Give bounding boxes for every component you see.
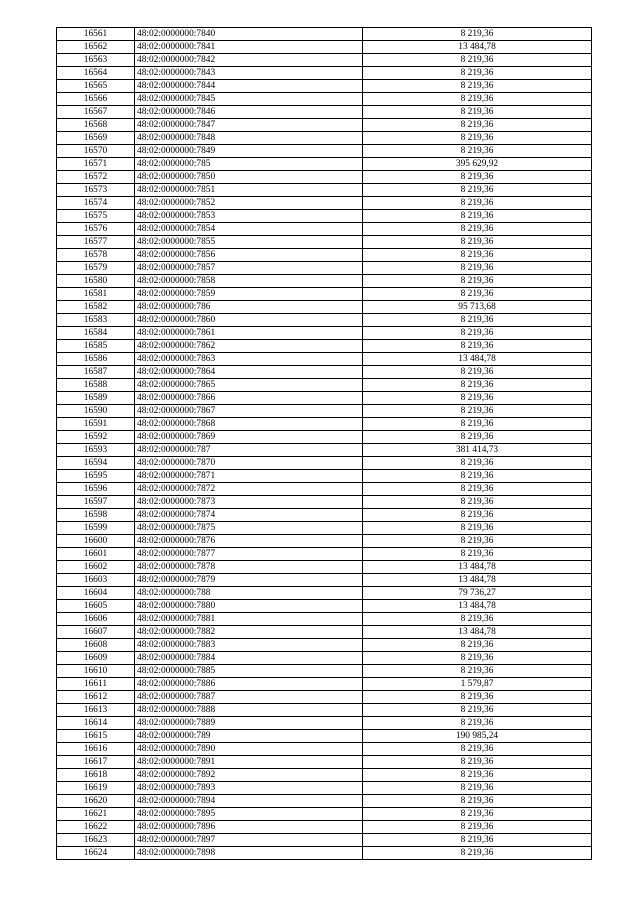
table-row <box>57 54 592 67</box>
table-row <box>57 483 592 496</box>
row-number-cell: 16581 <box>57 288 135 301</box>
row-number-cell: 16577 <box>57 236 135 249</box>
table-row <box>57 717 592 730</box>
table-row <box>57 405 592 418</box>
value-cell: 8 219,36 <box>363 639 592 652</box>
cadastral-number-cell: 48:02:0000000:789 <box>135 730 363 743</box>
cadastral-number-cell: 48:02:0000000:7898 <box>135 847 363 860</box>
cadastral-number-cell: 48:02:0000000:7847 <box>135 119 363 132</box>
cadastral-number-cell: 48:02:0000000:7867 <box>135 405 363 418</box>
table-row <box>57 353 592 366</box>
value-cell: 8 219,36 <box>363 535 592 548</box>
value-cell: 8 219,36 <box>363 483 592 496</box>
cadastral-number-cell: 48:02:0000000:7840 <box>135 28 363 41</box>
table-row <box>57 782 592 795</box>
row-number-cell: 16593 <box>57 444 135 457</box>
row-number-cell: 16622 <box>57 821 135 834</box>
table-row <box>57 535 592 548</box>
value-cell: 95 713,68 <box>363 301 592 314</box>
table-row <box>57 470 592 483</box>
value-cell: 13 484,78 <box>363 561 592 574</box>
row-number-cell: 16623 <box>57 834 135 847</box>
cadastral-number-cell: 48:02:0000000:7889 <box>135 717 363 730</box>
cadastral-number-cell: 48:02:0000000:7865 <box>135 379 363 392</box>
cadastral-number-cell: 48:02:0000000:7897 <box>135 834 363 847</box>
row-number-cell: 16585 <box>57 340 135 353</box>
row-number-cell: 16586 <box>57 353 135 366</box>
row-number-cell: 16592 <box>57 431 135 444</box>
table-row <box>57 132 592 145</box>
value-cell: 8 219,36 <box>363 847 592 860</box>
table-row <box>57 327 592 340</box>
row-number-cell: 16582 <box>57 301 135 314</box>
table-row <box>57 561 592 574</box>
value-cell: 13 484,78 <box>363 600 592 613</box>
row-number-cell: 16561 <box>57 28 135 41</box>
table-row <box>57 275 592 288</box>
table-row <box>57 626 592 639</box>
value-cell: 8 219,36 <box>363 379 592 392</box>
value-cell: 8 219,36 <box>363 132 592 145</box>
table-row <box>57 743 592 756</box>
row-number-cell: 16583 <box>57 314 135 327</box>
table-row <box>57 236 592 249</box>
row-number-cell: 16579 <box>57 262 135 275</box>
value-cell: 8 219,36 <box>363 795 592 808</box>
value-cell: 8 219,36 <box>363 756 592 769</box>
table-row <box>57 93 592 106</box>
cadastral-number-cell: 48:02:0000000:7896 <box>135 821 363 834</box>
table-row <box>57 665 592 678</box>
cadastral-number-cell: 48:02:0000000:786 <box>135 301 363 314</box>
row-number-cell: 16620 <box>57 795 135 808</box>
cadastral-number-cell: 48:02:0000000:7846 <box>135 106 363 119</box>
value-cell: 8 219,36 <box>363 340 592 353</box>
row-number-cell: 16584 <box>57 327 135 340</box>
cadastral-number-cell: 48:02:0000000:7869 <box>135 431 363 444</box>
table-body <box>57 28 592 860</box>
row-number-cell: 16611 <box>57 678 135 691</box>
table-row <box>57 613 592 626</box>
value-cell: 8 219,36 <box>363 145 592 158</box>
row-number-cell: 16624 <box>57 847 135 860</box>
cadastral-number-cell: 48:02:0000000:7854 <box>135 223 363 236</box>
cadastral-number-cell: 48:02:0000000:7874 <box>135 509 363 522</box>
cadastral-number-cell: 48:02:0000000:7883 <box>135 639 363 652</box>
table-row <box>57 171 592 184</box>
table-row <box>57 249 592 262</box>
table-row <box>57 522 592 535</box>
cadastral-number-cell: 48:02:0000000:7888 <box>135 704 363 717</box>
table-row <box>57 379 592 392</box>
cadastral-number-cell: 48:02:0000000:7859 <box>135 288 363 301</box>
value-cell: 13 484,78 <box>363 41 592 54</box>
value-cell: 8 219,36 <box>363 769 592 782</box>
table-row <box>57 119 592 132</box>
cadastral-number-cell: 48:02:0000000:7876 <box>135 535 363 548</box>
row-number-cell: 16595 <box>57 470 135 483</box>
row-number-cell: 16590 <box>57 405 135 418</box>
value-cell: 8 219,36 <box>363 262 592 275</box>
cadastral-number-cell: 48:02:0000000:7866 <box>135 392 363 405</box>
value-cell: 8 219,36 <box>363 327 592 340</box>
value-cell: 8 219,36 <box>363 652 592 665</box>
cadastral-number-cell: 48:02:0000000:7856 <box>135 249 363 262</box>
cadastral-number-cell: 48:02:0000000:788 <box>135 587 363 600</box>
value-cell: 8 219,36 <box>363 366 592 379</box>
cadastral-number-cell: 48:02:0000000:7877 <box>135 548 363 561</box>
table-row <box>57 145 592 158</box>
row-number-cell: 16604 <box>57 587 135 600</box>
row-number-cell: 16607 <box>57 626 135 639</box>
cadastral-number-cell: 48:02:0000000:7864 <box>135 366 363 379</box>
cadastral-number-cell: 48:02:0000000:7861 <box>135 327 363 340</box>
cadastral-number-cell: 48:02:0000000:7875 <box>135 522 363 535</box>
row-number-cell: 16589 <box>57 392 135 405</box>
value-cell: 395 629,92 <box>363 158 592 171</box>
row-number-cell: 16571 <box>57 158 135 171</box>
value-cell: 8 219,36 <box>363 197 592 210</box>
value-cell: 8 219,36 <box>363 704 592 717</box>
value-cell: 13 484,78 <box>363 626 592 639</box>
value-cell: 381 414,73 <box>363 444 592 457</box>
value-cell: 8 219,36 <box>363 288 592 301</box>
value-cell: 8 219,36 <box>363 717 592 730</box>
cadastral-number-cell: 48:02:0000000:7852 <box>135 197 363 210</box>
value-cell: 8 219,36 <box>363 392 592 405</box>
table-row <box>57 834 592 847</box>
cadastral-number-cell: 48:02:0000000:7886 <box>135 678 363 691</box>
row-number-cell: 16587 <box>57 366 135 379</box>
value-cell: 8 219,36 <box>363 743 592 756</box>
row-number-cell: 16602 <box>57 561 135 574</box>
value-cell: 8 219,36 <box>363 457 592 470</box>
row-number-cell: 16609 <box>57 652 135 665</box>
row-number-cell: 16600 <box>57 535 135 548</box>
row-number-cell: 16614 <box>57 717 135 730</box>
value-cell: 79 736,27 <box>363 587 592 600</box>
row-number-cell: 16615 <box>57 730 135 743</box>
row-number-cell: 16574 <box>57 197 135 210</box>
cadastral-number-cell: 48:02:0000000:7863 <box>135 353 363 366</box>
value-cell: 8 219,36 <box>363 80 592 93</box>
row-number-cell: 16597 <box>57 496 135 509</box>
table-row <box>57 574 592 587</box>
row-number-cell: 16605 <box>57 600 135 613</box>
value-cell: 190 985,24 <box>363 730 592 743</box>
table-row <box>57 756 592 769</box>
cadastral-number-cell: 48:02:0000000:7858 <box>135 275 363 288</box>
value-cell: 8 219,36 <box>363 496 592 509</box>
value-cell: 8 219,36 <box>363 418 592 431</box>
cadastral-number-cell: 48:02:0000000:7850 <box>135 171 363 184</box>
table-row <box>57 418 592 431</box>
row-number-cell: 16599 <box>57 522 135 535</box>
table-row <box>57 223 592 236</box>
row-number-cell: 16617 <box>57 756 135 769</box>
value-cell: 8 219,36 <box>363 223 592 236</box>
row-number-cell: 16603 <box>57 574 135 587</box>
table-row <box>57 509 592 522</box>
value-cell: 8 219,36 <box>363 548 592 561</box>
cadastral-number-cell: 48:02:0000000:7848 <box>135 132 363 145</box>
table-row <box>57 821 592 834</box>
cadastral-number-cell: 48:02:0000000:7884 <box>135 652 363 665</box>
row-number-cell: 16578 <box>57 249 135 262</box>
row-number-cell: 16562 <box>57 41 135 54</box>
value-cell: 8 219,36 <box>363 821 592 834</box>
row-number-cell: 16616 <box>57 743 135 756</box>
value-cell: 8 219,36 <box>363 613 592 626</box>
value-cell: 8 219,36 <box>363 171 592 184</box>
table-row <box>57 80 592 93</box>
cadastral-number-cell: 48:02:0000000:7857 <box>135 262 363 275</box>
cadastral-number-cell: 48:02:0000000:7860 <box>135 314 363 327</box>
table-row <box>57 41 592 54</box>
cadastral-number-cell: 48:02:0000000:7872 <box>135 483 363 496</box>
table-row <box>57 444 592 457</box>
value-cell: 8 219,36 <box>363 470 592 483</box>
row-number-cell: 16588 <box>57 379 135 392</box>
table-row <box>57 795 592 808</box>
table-row <box>57 600 592 613</box>
cadastral-number-cell: 48:02:0000000:7895 <box>135 808 363 821</box>
row-number-cell: 16612 <box>57 691 135 704</box>
cadastral-number-cell: 48:02:0000000:7882 <box>135 626 363 639</box>
row-number-cell: 16596 <box>57 483 135 496</box>
value-cell: 8 219,36 <box>363 314 592 327</box>
table-row <box>57 106 592 119</box>
table-row <box>57 730 592 743</box>
cadastral-number-cell: 48:02:0000000:7890 <box>135 743 363 756</box>
cadastral-number-cell: 48:02:0000000:7878 <box>135 561 363 574</box>
row-number-cell: 16576 <box>57 223 135 236</box>
value-cell: 8 219,36 <box>363 67 592 80</box>
row-number-cell: 16601 <box>57 548 135 561</box>
cadastral-number-cell: 48:02:0000000:7881 <box>135 613 363 626</box>
table-row <box>57 704 592 717</box>
value-cell: 8 219,36 <box>363 28 592 41</box>
table-row <box>57 691 592 704</box>
value-cell: 8 219,36 <box>363 522 592 535</box>
value-cell: 8 219,36 <box>363 405 592 418</box>
table-row <box>57 314 592 327</box>
row-number-cell: 16608 <box>57 639 135 652</box>
row-number-cell: 16618 <box>57 769 135 782</box>
row-number-cell: 16573 <box>57 184 135 197</box>
value-cell: 8 219,36 <box>363 93 592 106</box>
cadastral-number-cell: 48:02:0000000:7844 <box>135 80 363 93</box>
table-row <box>57 262 592 275</box>
value-cell: 8 219,36 <box>363 782 592 795</box>
value-cell: 8 219,36 <box>363 249 592 262</box>
row-number-cell: 16591 <box>57 418 135 431</box>
row-number-cell: 16613 <box>57 704 135 717</box>
value-cell: 8 219,36 <box>363 275 592 288</box>
cadastral-number-cell: 48:02:0000000:7885 <box>135 665 363 678</box>
cadastral-number-cell: 48:02:0000000:7862 <box>135 340 363 353</box>
table-row <box>57 301 592 314</box>
table-row <box>57 366 592 379</box>
cadastral-number-cell: 48:02:0000000:7845 <box>135 93 363 106</box>
table-row <box>57 457 592 470</box>
table-row <box>57 28 592 41</box>
cadastral-number-cell: 48:02:0000000:7873 <box>135 496 363 509</box>
value-cell: 13 484,78 <box>363 574 592 587</box>
value-cell: 8 219,36 <box>363 184 592 197</box>
row-number-cell: 16567 <box>57 106 135 119</box>
table-row <box>57 158 592 171</box>
table-row <box>57 587 592 600</box>
table-row <box>57 808 592 821</box>
row-number-cell: 16621 <box>57 808 135 821</box>
table-row <box>57 184 592 197</box>
cadastral-number-cell: 48:02:0000000:7851 <box>135 184 363 197</box>
value-cell: 8 219,36 <box>363 665 592 678</box>
value-cell: 13 484,78 <box>363 353 592 366</box>
value-cell: 8 219,36 <box>363 236 592 249</box>
cadastral-number-cell: 48:02:0000000:7891 <box>135 756 363 769</box>
row-number-cell: 16570 <box>57 145 135 158</box>
table-row <box>57 340 592 353</box>
value-cell: 8 219,36 <box>363 691 592 704</box>
table-row <box>57 548 592 561</box>
value-cell: 1 579,87 <box>363 678 592 691</box>
table-row <box>57 769 592 782</box>
value-cell: 8 219,36 <box>363 431 592 444</box>
value-cell: 8 219,36 <box>363 119 592 132</box>
cadastral-number-cell: 48:02:0000000:7843 <box>135 67 363 80</box>
table-row <box>57 197 592 210</box>
value-cell: 8 219,36 <box>363 834 592 847</box>
table-row <box>57 392 592 405</box>
cadastral-number-cell: 48:02:0000000:7871 <box>135 470 363 483</box>
value-cell: 8 219,36 <box>363 106 592 119</box>
table-row <box>57 847 592 860</box>
cadastral-number-cell: 48:02:0000000:7855 <box>135 236 363 249</box>
cadastral-number-cell: 48:02:0000000:7894 <box>135 795 363 808</box>
row-number-cell: 16563 <box>57 54 135 67</box>
row-number-cell: 16568 <box>57 119 135 132</box>
cadastral-number-cell: 48:02:0000000:7849 <box>135 145 363 158</box>
table-row <box>57 210 592 223</box>
data-table <box>56 27 592 860</box>
table-row <box>57 67 592 80</box>
table-row <box>57 431 592 444</box>
row-number-cell: 16569 <box>57 132 135 145</box>
row-number-cell: 16580 <box>57 275 135 288</box>
row-number-cell: 16610 <box>57 665 135 678</box>
cadastral-number-cell: 48:02:0000000:7880 <box>135 600 363 613</box>
value-cell: 8 219,36 <box>363 808 592 821</box>
row-number-cell: 16598 <box>57 509 135 522</box>
row-number-cell: 16565 <box>57 80 135 93</box>
table-row <box>57 639 592 652</box>
cadastral-number-cell: 48:02:0000000:7887 <box>135 691 363 704</box>
row-number-cell: 16594 <box>57 457 135 470</box>
cadastral-number-cell: 48:02:0000000:7868 <box>135 418 363 431</box>
table-row <box>57 288 592 301</box>
cadastral-number-cell: 48:02:0000000:7892 <box>135 769 363 782</box>
row-number-cell: 16564 <box>57 67 135 80</box>
cadastral-number-cell: 48:02:0000000:7893 <box>135 782 363 795</box>
cadastral-number-cell: 48:02:0000000:7879 <box>135 574 363 587</box>
row-number-cell: 16572 <box>57 171 135 184</box>
table-row <box>57 678 592 691</box>
row-number-cell: 16619 <box>57 782 135 795</box>
cadastral-number-cell: 48:02:0000000:785 <box>135 158 363 171</box>
row-number-cell: 16606 <box>57 613 135 626</box>
cadastral-number-cell: 48:02:0000000:787 <box>135 444 363 457</box>
table-row <box>57 652 592 665</box>
cadastral-number-cell: 48:02:0000000:7853 <box>135 210 363 223</box>
cadastral-number-cell: 48:02:0000000:7842 <box>135 54 363 67</box>
row-number-cell: 16566 <box>57 93 135 106</box>
cadastral-number-cell: 48:02:0000000:7841 <box>135 41 363 54</box>
cadastral-number-cell: 48:02:0000000:7870 <box>135 457 363 470</box>
value-cell: 8 219,36 <box>363 54 592 67</box>
value-cell: 8 219,36 <box>363 509 592 522</box>
table-row <box>57 496 592 509</box>
row-number-cell: 16575 <box>57 210 135 223</box>
value-cell: 8 219,36 <box>363 210 592 223</box>
